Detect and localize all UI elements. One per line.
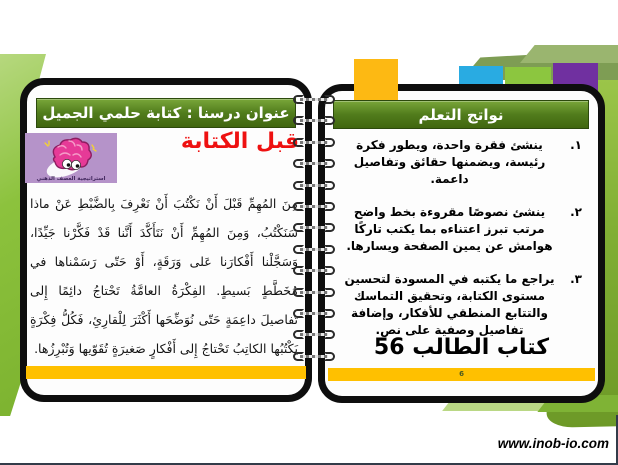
ring-hook-right [324, 159, 335, 168]
outcome-number: ٢. [570, 205, 582, 219]
ring-hook-right [324, 266, 335, 275]
outcome-item [339, 137, 582, 188]
binder-ring [293, 352, 335, 361]
ring-hook-right [324, 95, 335, 104]
brain-icon [25, 133, 117, 183]
outcomes-list [339, 137, 582, 355]
outcome-text: يراجع ما يكتبه في المسودة لتحسين مستوى الكتابة، وتحقيق التماسك والتتابع المنطقي للأفكار، وإضافة تفاصيل وصفية على نص. [344, 272, 555, 337]
ring-hook-right [324, 245, 335, 254]
student-book-reference: كتاب الطالب 56 [373, 335, 550, 360]
binder-ring [293, 202, 335, 211]
binder-ring [293, 159, 335, 168]
brain-illustration [25, 133, 117, 183]
outcomes-title: نواتج التعلم [418, 105, 504, 124]
left-footer-bar [26, 366, 306, 379]
spiral-binding [293, 95, 335, 361]
left-notebook-panel [20, 78, 312, 402]
binder-ring [293, 95, 335, 104]
ring-hook-right [324, 309, 335, 318]
before-writing-title: قبل الكتابة [180, 129, 299, 154]
outcome-number: ٣. [570, 272, 582, 286]
lesson-title: عنوان درسنا : كتابة حلمي الجميل [42, 104, 290, 122]
binder-ring [293, 245, 335, 254]
ring-hook-right [324, 202, 335, 211]
olive-band-light-shape [520, 45, 618, 63]
outcome-item [339, 204, 582, 255]
tab-yellow [354, 59, 398, 100]
ring-hook-right [324, 138, 335, 147]
outcome-item [339, 271, 582, 339]
lesson-title-banner [36, 98, 296, 128]
outcome-number: ١. [570, 138, 582, 152]
binder-ring [293, 181, 335, 190]
binder-ring [293, 266, 335, 275]
ring-hook-right [324, 330, 335, 339]
brain-caption: استراتيجية العصف الذهني [36, 176, 106, 182]
binder-ring [293, 330, 335, 339]
ring-hook-right [324, 352, 335, 361]
lesson-body-text: مِنَ المُهِمِّ قَبْلَ أَنْ نَكْتُبَ أَنْ نَعْرِفَ بِالضَّبْطِ عَنْ ماذا سَنَكْتُبُ، وَمِنَ المُهِمِّ أَنْ نَتَأَكَّدَ أَنَّنا قَدْ فَكَّرْنا جَيِّدًا، وَسَجَّلْنا أَفْكارَنا عَلى وَرَقَةٍ، أَوْ حَتّى رَسَمْناها في مُخَطَّطٍ بَسيطٍ. الفِكْرَةُ العامَّةُ تَحْتاجُ دائِمًا إِلى تَفاصيلَ داعِمَةٍ حَتّى نُوَضِّحَها أَكْثَرَ لِلْقارِئِ، فَكُلُّ فِكْرَةٍ يَكْتُبُها الكاتِبُ تَحْتاجُ إِلى أَفْكارٍ صَغيرَةٍ تُقَوّيها وَتُبْرِزُها. [30, 196, 298, 356]
outcome-text: ينشئ فقرة واحدة، ويطور فكرة رئيسة، ويضمنها حقائق وتفاصيل داعمة. [353, 138, 546, 186]
binder-ring [293, 288, 335, 297]
ring-hook-right [324, 288, 335, 297]
outcomes-banner [333, 100, 589, 129]
binder-ring [293, 138, 335, 147]
page-number: 6 [459, 370, 464, 378]
ring-hook-right [324, 181, 335, 190]
watermark: www.inob-io.com [497, 436, 609, 451]
binder-ring [293, 116, 335, 125]
outcome-text: ينشئ نصوصًا مقروءة بخط واضح مرتب تبرز اعتناءه بما يكتب تاركًا هوامش عن يمين الصفحة ويسارها. [346, 205, 553, 253]
ring-hook-right [324, 223, 335, 232]
right-notebook-panel [318, 84, 605, 403]
binder-ring [293, 309, 335, 318]
ring-hook-right [324, 116, 335, 125]
binder-ring [293, 223, 335, 232]
right-footer-bar [328, 368, 595, 381]
